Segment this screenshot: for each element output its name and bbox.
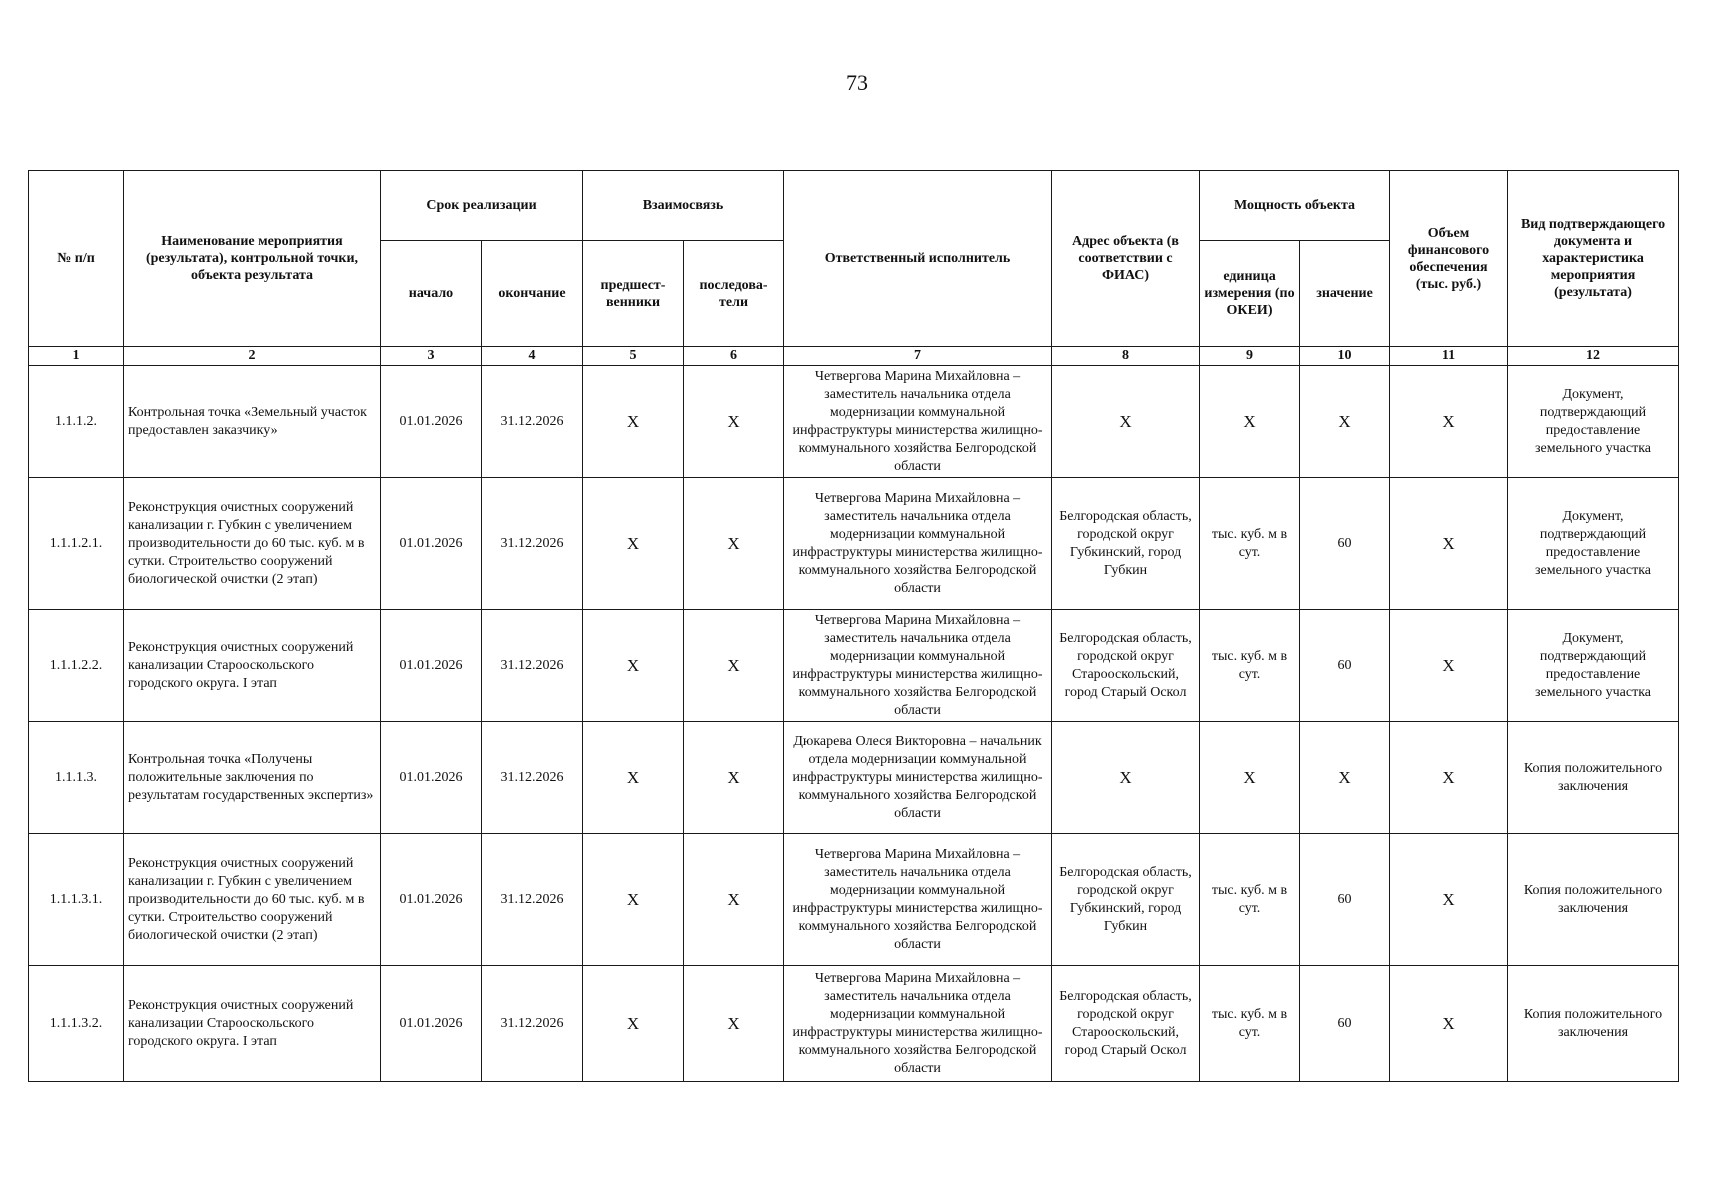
cell-unit: тыс. куб. м в сут.	[1200, 478, 1300, 610]
cell-name: Реконструкция очистных сооружений канализации г. Губкин с увеличением производительности до 60 тыс. куб. м в сутки. Строительство сооружений биологической очистки (2 этап)	[124, 478, 381, 610]
cell-predecessors: Х	[583, 478, 684, 610]
cell-executor: Четвергова Марина Михайловна – заместитель начальника отдела модернизации коммунальной инфраструктуры министерства жилищно-коммунального хозяйства Белгородской области	[784, 834, 1052, 966]
table-row	[29, 722, 1679, 834]
table-row	[29, 966, 1679, 1082]
header-unit: единица измерения (по ОКЕИ)	[1200, 241, 1300, 347]
cell-no: 1.1.1.2.	[29, 366, 124, 478]
cell-name: Контрольная точка «Земельный участок предоставлен заказчику»	[124, 366, 381, 478]
header-start: начало	[381, 241, 482, 347]
table-row	[29, 834, 1679, 966]
header-value: значение	[1300, 241, 1390, 347]
cell-doc: Документ, подтверждающий предоставление земельного участка	[1508, 610, 1679, 722]
cell-executor: Четвергова Марина Михайловна – заместитель начальника отдела модернизации коммунальной инфраструктуры министерства жилищно-коммунального хозяйства Белгородской области	[784, 610, 1052, 722]
cell-name: Реконструкция очистных сооружений канализации Старооскольского городского округа. I этап	[124, 610, 381, 722]
cell-address: Белгородская область, городской округ Старооскольский, город Старый Оскол	[1052, 966, 1200, 1082]
header-no: № п/п	[29, 171, 124, 347]
plan-table	[28, 170, 1679, 1082]
cell-start: 01.01.2026	[381, 366, 482, 478]
column-number: 7	[784, 347, 1052, 366]
header-name: Наименование мероприятия (результата), контрольной точки, объекта результата	[124, 171, 381, 347]
column-number-row	[29, 347, 1679, 366]
cell-value: 60	[1300, 966, 1390, 1082]
cell-executor: Дюкарева Олеся Викторовна – начальник отдела модернизации коммунальной инфраструктуры министерства жилищно-коммунального хозяйства Белгородской области	[784, 722, 1052, 834]
header-address: Адрес объекта (в соответствии с ФИАС)	[1052, 171, 1200, 347]
cell-doc: Документ, подтверждающий предоставление земельного участка	[1508, 478, 1679, 610]
cell-unit: тыс. куб. м в сут.	[1200, 610, 1300, 722]
cell-doc: Копия положительного заключения	[1508, 722, 1679, 834]
cell-unit: Х	[1200, 366, 1300, 478]
table-header	[29, 171, 1679, 366]
cell-end: 31.12.2026	[482, 966, 583, 1082]
cell-finance: Х	[1390, 834, 1508, 966]
cell-name: Контрольная точка «Получены положительные заключения по результатам государственных экспертиз»	[124, 722, 381, 834]
header-successors: последова-тели	[684, 241, 784, 347]
cell-value: 60	[1300, 834, 1390, 966]
column-number: 10	[1300, 347, 1390, 366]
header-doc: Вид подтверждающего документа и характеристика мероприятия (результата)	[1508, 171, 1679, 347]
cell-executor: Четвергова Марина Михайловна – заместитель начальника отдела модернизации коммунальной инфраструктуры министерства жилищно-коммунального хозяйства Белгородской области	[784, 366, 1052, 478]
cell-address: Х	[1052, 366, 1200, 478]
cell-doc: Копия положительного заключения	[1508, 966, 1679, 1082]
cell-doc: Копия положительного заключения	[1508, 834, 1679, 966]
column-number: 1	[29, 347, 124, 366]
cell-predecessors: Х	[583, 722, 684, 834]
column-number: 4	[482, 347, 583, 366]
cell-finance: Х	[1390, 966, 1508, 1082]
cell-end: 31.12.2026	[482, 478, 583, 610]
cell-predecessors: Х	[583, 366, 684, 478]
header-predecessors: предшест-венники	[583, 241, 684, 347]
cell-end: 31.12.2026	[482, 366, 583, 478]
cell-predecessors: Х	[583, 610, 684, 722]
table-row	[29, 610, 1679, 722]
cell-start: 01.01.2026	[381, 966, 482, 1082]
cell-executor: Четвергова Марина Михайловна – заместитель начальника отдела модернизации коммунальной инфраструктуры министерства жилищно-коммунального хозяйства Белгородской области	[784, 478, 1052, 610]
cell-doc: Документ, подтверждающий предоставление земельного участка	[1508, 366, 1679, 478]
cell-value: Х	[1300, 366, 1390, 478]
header-end: окончание	[482, 241, 583, 347]
header-executor: Ответственный исполнитель	[784, 171, 1052, 347]
cell-successors: Х	[684, 366, 784, 478]
cell-name: Реконструкция очистных сооружений канализации г. Губкин с увеличением производительности до 60 тыс. куб. м в сутки. Строительство сооружений биологической очистки (2 этап)	[124, 834, 381, 966]
cell-predecessors: Х	[583, 966, 684, 1082]
cell-executor: Четвергова Марина Михайловна – заместитель начальника отдела модернизации коммунальной инфраструктуры министерства жилищно-коммунального хозяйства Белгородской области	[784, 966, 1052, 1082]
cell-finance: Х	[1390, 610, 1508, 722]
cell-successors: Х	[684, 834, 784, 966]
header-capacity: Мощность объекта	[1200, 171, 1390, 241]
cell-finance: Х	[1390, 722, 1508, 834]
column-number: 2	[124, 347, 381, 366]
column-number: 8	[1052, 347, 1200, 366]
cell-no: 1.1.1.3.1.	[29, 834, 124, 966]
cell-start: 01.01.2026	[381, 722, 482, 834]
header-link: Взаимосвязь	[583, 171, 784, 241]
header-term: Срок реализации	[381, 171, 583, 241]
cell-finance: Х	[1390, 366, 1508, 478]
cell-no: 1.1.1.2.2.	[29, 610, 124, 722]
cell-value: Х	[1300, 722, 1390, 834]
cell-address: Белгородская область, городской округ Губкинский, город Губкин	[1052, 834, 1200, 966]
column-number: 11	[1390, 347, 1508, 366]
header-finance: Объем финансового обеспечения (тыс. руб.)	[1390, 171, 1508, 347]
cell-address: Белгородская область, городской округ Старооскольский, город Старый Оскол	[1052, 610, 1200, 722]
cell-name: Реконструкция очистных сооружений канализации Старооскольского городского округа. I этап	[124, 966, 381, 1082]
cell-end: 31.12.2026	[482, 834, 583, 966]
cell-predecessors: Х	[583, 834, 684, 966]
page-number: 73	[846, 70, 868, 95]
cell-end: 31.12.2026	[482, 610, 583, 722]
cell-start: 01.01.2026	[381, 478, 482, 610]
column-number: 12	[1508, 347, 1679, 366]
column-number: 6	[684, 347, 784, 366]
cell-unit: тыс. куб. м в сут.	[1200, 834, 1300, 966]
cell-no: 1.1.1.3.2.	[29, 966, 124, 1082]
cell-no: 1.1.1.2.1.	[29, 478, 124, 610]
cell-start: 01.01.2026	[381, 610, 482, 722]
cell-finance: Х	[1390, 478, 1508, 610]
column-number: 3	[381, 347, 482, 366]
cell-successors: Х	[684, 722, 784, 834]
cell-address: Белгородская область, городской округ Губкинский, город Губкин	[1052, 478, 1200, 610]
table-row	[29, 478, 1679, 610]
cell-unit: тыс. куб. м в сут.	[1200, 966, 1300, 1082]
column-number: 5	[583, 347, 684, 366]
cell-successors: Х	[684, 478, 784, 610]
cell-end: 31.12.2026	[482, 722, 583, 834]
table-body	[29, 366, 1679, 1082]
column-number: 9	[1200, 347, 1300, 366]
table-row	[29, 366, 1679, 478]
cell-no: 1.1.1.3.	[29, 722, 124, 834]
cell-value: 60	[1300, 610, 1390, 722]
cell-value: 60	[1300, 478, 1390, 610]
cell-start: 01.01.2026	[381, 834, 482, 966]
cell-unit: Х	[1200, 722, 1300, 834]
cell-address: Х	[1052, 722, 1200, 834]
cell-successors: Х	[684, 610, 784, 722]
cell-successors: Х	[684, 966, 784, 1082]
